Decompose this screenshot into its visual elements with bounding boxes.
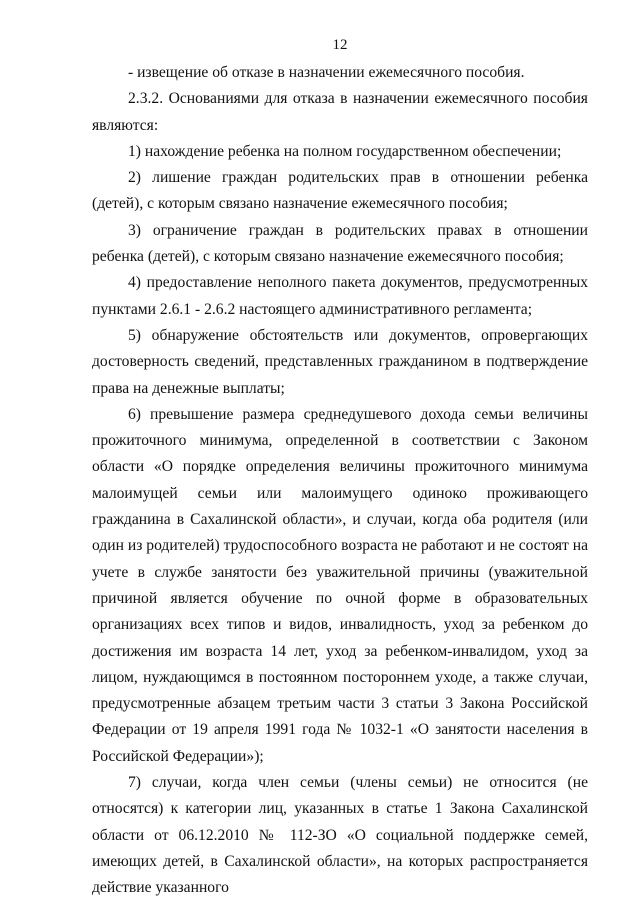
paragraph-2-3-2: 2.3.2. Основаниями для отказа в назначении ежемесячного пособия являются: <box>92 90 588 134</box>
list-item-7: 7) случаи, когда член семьи (члены семьи) не относится (не относятся) к категории лиц, указанных в статье 1 Закона Сахалинской области от 06.12.2010 № 112-ЗО «О социальной поддержке семей, имеющих детей, в Сахалинской области», на которых распространяется действие указанного <box>92 774 588 897</box>
list-item-5: 5) обнаружение обстоятельств или документов, опровергающих достоверность сведений, представленных гражданином в подтверждение права на денежные выплаты; <box>92 326 588 397</box>
paragraph-refusal-notice: - извещение об отказе в назначении ежемесячного пособия. <box>128 64 525 81</box>
page-number: 12 <box>332 37 348 53</box>
list-item-2: 2) лишение граждан родительских прав в отношении ребенка (детей), с которым связано назначение ежемесячного пособия; <box>92 169 588 213</box>
list-item-3: 3) ограничение граждан в родительских правах в отношении ребенка (детей), с которым связано назначение ежемесячного пособия; <box>92 221 588 266</box>
list-item-6: 6) превышение размера среднедушевого дохода семьи величины прожиточного минимума, определенной в соответствии с Законом области «О порядке определения величины прожиточного минимума малоимущей семьи или малоимущего одиноко проживающего гражданина в Сахалинской области», и случаи, когда оба родителя (или один из родителей) трудоспособного возраста не работают и не состоят на учете в службе занятости без уважительной причины (уважительной причиной является обучение по очной форме в образовательных организациях всех типов и видов, инвалидность, уход за ребенком до достижения им возраста 14 лет, уход за ребенком-инвалидом, уход за лицом, нуждающимся в постоянном постороннем уходе, а также случаи, предусмотренные абзацем третьим части 3 статьи 3 Закона Российской Федерации от 19 апреля 1991 года № 1032-1 «О занятости населения в Российской Федерации»); <box>92 405 588 765</box>
list-item-1: 1) нахождение ребенка на полном государственном обеспечении; <box>128 142 562 160</box>
list-item-4: 4) предоставление неполного пакета документов, предусмотренных пунктами 2.6.1 - 2.6.2 настоящего административного регламента; <box>92 274 588 318</box>
